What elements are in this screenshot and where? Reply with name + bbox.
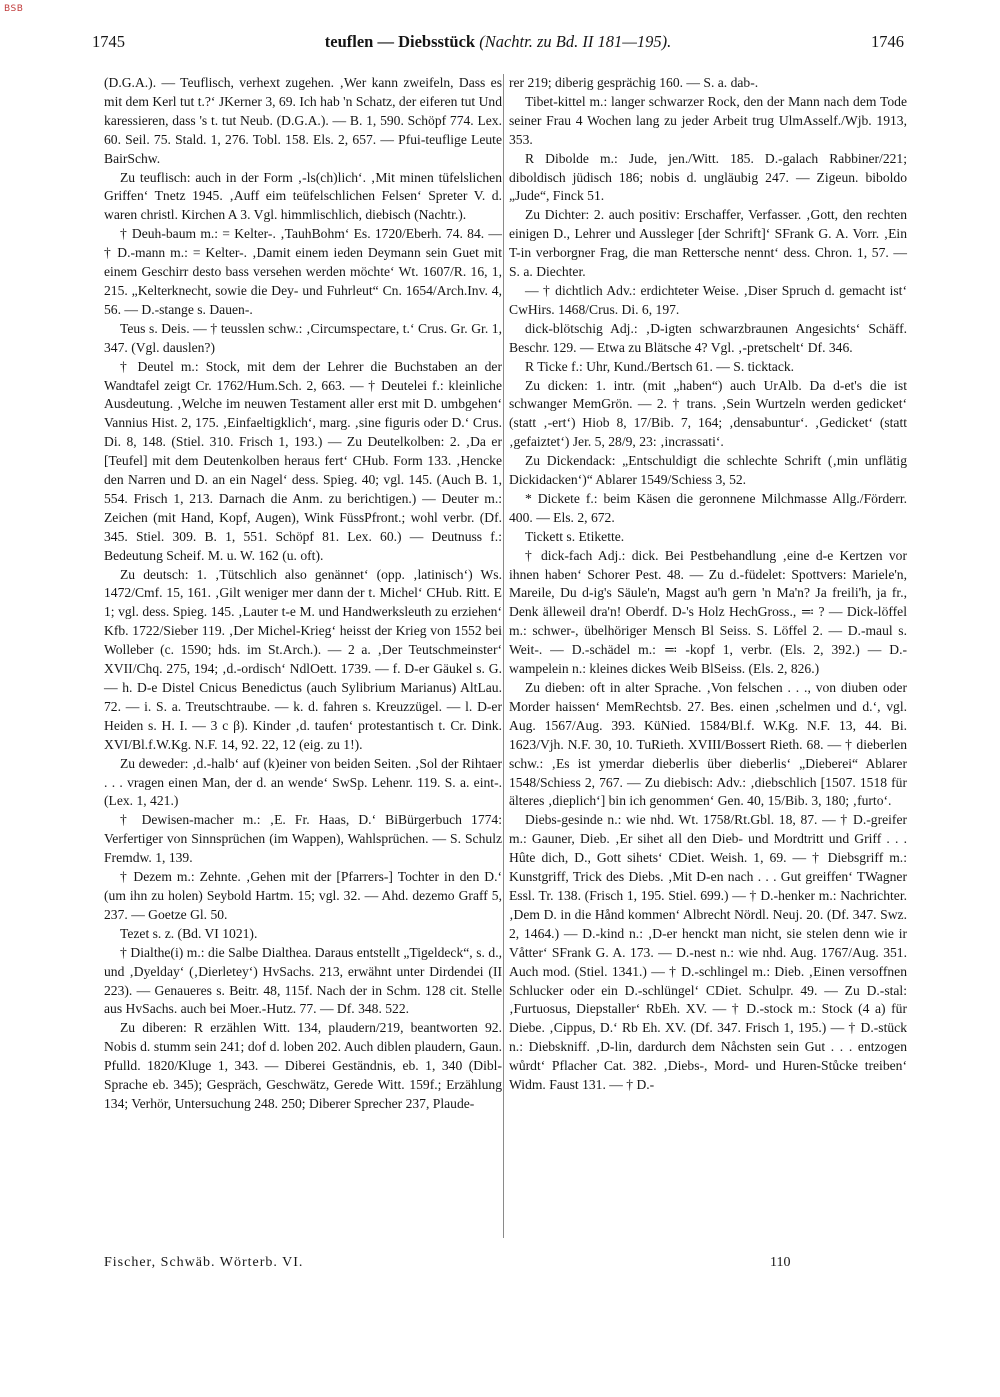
library-mark: BSB	[4, 4, 24, 14]
entry-paragraph: Zu deutsch: 1. ‚Tütschlich also genännet‘ (opp. ‚latinisch‘) Ws. 1472/Cmf. 15, 161. ‚Gilt weniger mer dann der t. Michel‘ CHub. Ritt. E 1; vgl. dess. Spieg. 145. ‚Lauter t-e M. und Handwerksleuth zu erziehen‘ Kfb. 1722/Sieber 119. ‚Der Michel-Krieg‘ heisst der Krieg von 1552 bei Wolleber (c. 1590; hds. im St.Arch.). — 2 a. ‚Der Teutschmeinster‘ XVII/Chq. 275, 194; ‚d.-ordisch‘ NdlOett. 1739. — f. D-er Gäukel s. G. — h. D-e Distel Cnicus Benedictus (auch Sylibrium Marianus) AltLau. 72. — i. S. a. Treutschtraube. — k. d. fahren s. Kreuzzügel. — l. D-er Heiden s. H. I. — 3 c β). Kinder ‚d. taufen‘ protestantisch t. Cr. Dink. XVI/Bl.f.W.Kg. N.F. 14, 92. 22, 12 (eig. zu 1!).	[104, 566, 502, 752]
entry-paragraph: dick-blötschig Adj.: ‚D-igten schwarzbraunen Angesichts‘ Schäff. Beschr. 129. — Etwa zu Blätsche 4? Vgl. ‚-pretschelt‘ Df. 346.	[509, 320, 907, 355]
entry-paragraph: Zu diberen: R erzählen Witt. 134, plaudern/219, beantworten 92. Nobis d. stumm sein 241; dof d. loben 202. Auch diblen plaudern, Gaun. Pfulld. 1820/Kluge 1, 343. — Diberei Geständnis, eb. 1, 340 (Dibl- Sprache eb. 345); Gespräch, Geschwätz, Gerede Witt. 159f.; Erzählung 134; Verhör, Untersuchung 248. 250; Diberer Sprecher 237, Plaude-	[104, 1020, 502, 1111]
entry-paragraph: Zu dieben: oft in alter Sprache. ‚Von felschen . . ., von diuben oder Morder haissen‘ MemRechtsb. 27. Bes. einen ‚schelmen und d.‘, vgl. Aug. 1567/Aug. 393. KüNied. 1584/Bl.f. W.Kg. N.F. 13, 44. Bi. 1623/Vjh. N.F. 30, 10. TuRieth. XVIII/Bossert Rieth. 68. — † dieberlen schw.: ‚Es ist ymerdar dieberlis über dieberlis‘ „Dieberei“ Ablarer 1548/Schiess 2, 767. — Zu diebisch: Adv.: ‚diebschlich [1507. 1518 für älteres ‚dieplich‘] bin ich genommen‘ Gen. 40, 15/Bib. 3, 180; ‚furto‘.	[509, 680, 907, 809]
page-number-right: 1746	[871, 32, 904, 51]
entry-paragraph: † Deutel m.: Stock, mit dem der Lehrer die Buchstaben an der Wandtafel zeigt Cr. 1762/Hum.Sch. 2, 663. — † Deutelei f.: kleinliche Ausdeutung. ‚Welche im neuwen Testament aller erst mit D. umbgehen‘ Vannius Hist. 2, 175. ‚Einfaeltigklich‘, marg. ‚sine figuris oder D.‘ Crus. Di. 8, 148. (Stiel. 310. Frisch 1, 193.) — Zu Deutelkolben: 2. ‚Da er [Teufel] mit dem Deutenkolben heraus fert‘ CHub. Form 133. ‚Hencke den Narren und D. an ein Nagel‘ dess. Spieg. 40; vgl. 145. (Auch B. 1, 554. Frisch 1, 213. Darnach die Anm. zu berichtigen.) — Deuter m.: Zeichen (mit Hand, Kopf, Augen), Wink FüssPfront.; wohl verbr. (Df. 345. Stiel. 309. B. 1, 551. Schöpf 81. Lex. 60.) — Deutnuss f.: Bedeutung Scheif. M. u. W. 162 (u. oft).	[104, 358, 502, 563]
page-footer	[104, 1255, 904, 1275]
entry-paragraph: * Dickete f.: beim Käsen die geronnene Milchmasse Allg./Förderr. 400. — Els. 2, 672.	[509, 490, 907, 525]
entry-paragraph: † Dezem m.: Zehnte. ‚Gehen mit der [Pfarrers-] Tochter in den D.‘ (um ihn zu holen) Seybold Hartm. 15; vgl. 32. — Ahd. dezemo Graff 5, 237. — Goetze Gl. 50.	[104, 869, 502, 922]
column-divider	[503, 74, 504, 1238]
running-head	[92, 32, 904, 52]
entry-paragraph: — † dichtlich Adv.: erdichteter Weise. ‚Diser Spruch d. gemacht ist‘ CwHirs. 1468/Crus. Di. 6, 197.	[509, 282, 907, 317]
entry-paragraph: Tickett s. Etikette.	[525, 528, 625, 544]
entry-paragraph: Zu dicken: 1. intr. (mit „haben“) auch UrAlb. Da d-et's die ist schwanger MemGrön. — 2. † trans. ‚Sein Wurtzeln werden gedicket‘ (statt ‚-ert‘) Hiob 8, 17/Bib. 7, 164; ‚densabuntur‘. ‚Gedicket‘ (statt ‚gefaiztet‘) Jer. 5, 28/9, 23: ‚incrassati‘.	[509, 377, 907, 450]
entry-paragraph: † Dialthe(i) m.: die Salbe Dialthea. Daraus entstellt „Tigeldeck“, s. d., und ‚Dyelday‘ (‚Dierletey‘) HvSachs. 213, erwähnt unter Dirdendei (II 223). — Genaueres s. Beitr. 48, 115f. Nach der in Schm. 128 cit. Stelle aus HvSachs. auch bei Moer.-Hutz. 77. — Df. 348. 522.	[104, 944, 502, 1017]
running-head-words: teuflen — Diebsstück	[324, 32, 476, 51]
entry-paragraph: (D.G.A.). — Teuflisch, verhext zugehen. ‚Wer kann zweifeln, Dass es mit dem Kerl tut t.?‘ JKerner 3, 69. Ich hab 'n Schatz, der eiferen tut Und karessieren, dass 's t. tut Neub. (D.G.A.). — B. 1, 590. Schöpf 774. Lex. 60. Seil. 75. Stald. 1, 276. Tobl. 158. Els. 2, 657. — Pfui-teuflige Leute BairSchw.	[104, 75, 502, 166]
page-header	[92, 32, 904, 56]
running-head-note: (Nachtr. zu Bd. II 181—195).	[479, 32, 672, 51]
entry-paragraph: † dick-fach Adj.: dick. Bei Pestbehandlung ‚eine d-e Kertzen vor ihnen haben‘ Schorer Pest. 48. — Zu d.-füdelet: Spottvers: Mariele'n, Mareile, Du d-ig's Säule'n, Magst au'h gern 'n Ma'n? Ja freili'h, ja fr., Denk älleweil dra'n! Oberdf. D-'s Holz HechGross., ≕ ? — Dick-löffel m.: schwer-, übelhöriger Mensch Bl Seiss. S. Löffel 2. — D.-maul s. Weit-. — D.-schädel m.: ≕ -kopf 1, verbr. (Els. 2, 392.) — D.-wampelein n.: kleines dickes Weib BlSeiss. (Els. 2, 826.)	[509, 547, 907, 677]
entry-paragraph: rer 219; diberig gesprächig 160. — S. a. dab-.	[509, 75, 759, 90]
entry-paragraph: † Dewisen-macher m.: ‚E. Fr. Haas, D.‘ BiBürgerbuch 1774: Verfertiger von Sinnsprüchen (im Wappen), Wahlsprüchen. — S. Schulz Fremdw. 1, 139.	[104, 812, 502, 866]
left-column	[104, 74, 502, 1114]
entry-paragraph: Zu Dickendack: „Entschuldigt die schlechte Schrift (‚min unflätig Dickidacken‘)“ Ablarer 1549/Schiess 3, 52.	[509, 453, 907, 488]
entry-paragraph: Zu deweder: ‚d.-halb‘ auf (k)einer von beiden Seiten. ‚Sol der Rihtaer . . . vragen einen Man, der d. an wende‘ SwSp. Lehenr. 119. S. a. eint-. (Lex. 1, 421.)	[104, 755, 502, 809]
right-column	[509, 74, 907, 1095]
entry-paragraph: † Deuh-baum m.: = Kelter-. ‚TauhBohm‘ Es. 1720/Eberh. 74. 84. — † D.-mann m.: = Kelter-. ‚Damit einem ieden Deymann sein Guet mit einem Geschirr desto bass versehen werden möchte‘ Wt. 1607/R. 16, 1, 215. „Kelterknecht, sowie die Dey- und Fuhrleut“ Cn. 1654/Arch.Inv. 4, 56. — D.-stange s. Dauen-.	[104, 226, 502, 317]
entry-paragraph: Teus s. Deis. — † teusslen schw.: ‚Circumspectare, t.‘ Crus. Gr. Gr. 1, 347. (Vgl. dauslen?)	[104, 320, 502, 355]
entry-paragraph: Zu teuflisch: auch in der Form ‚-ls(ch)lich‘. ‚Mit minen tüfelslichen Griffen‘ Tnetz 1945. ‚Auff eim teüfelschlichen Felsen‘ Spreter V. d. waren christl. Kirchen A 3. Vgl. himmlischlich, diebisch (Nachtr.).	[104, 169, 502, 223]
entry-paragraph: Tibet-kittel m.: langer schwarzer Rock, den der Mann nach dem Tode seiner Frau 4 Wochen lang zu jeder Arbeit trug UlmAsself./Wjb. 1913, 353.	[509, 93, 907, 147]
page-number-left: 1745	[92, 32, 125, 51]
sheet-number: 110	[770, 1255, 791, 1270]
entry-paragraph: R Ticke f.: Uhr, Kund./Bertsch 61. — S. ticktack.	[525, 358, 795, 374]
footer-signature: Fischer, Schwäb. Wörterb. VI.	[104, 1255, 304, 1270]
entry-paragraph: Zu Dichter: 2. auch positiv: Erschaffer, Verfasser. ‚Gott, den rechten einigen D., Lehrer und Aussleger [der Schrift]‘ SFrank G. A. Vorr. ‚Ein T-in verborgner Frag, die man Rettersche nennt‘ dess. Chron. 1, 57. — S. a. Diechter.	[509, 207, 907, 280]
entry-paragraph: Tezet s. z. (Bd. VI 1021).	[120, 925, 258, 941]
entry-paragraph: Diebs-gesinde n.: wie nhd. Wt. 1758/Rt.Gbl. 18, 87. — † D.-greifer m.: Gauner, Dieb. ‚Er sihet all den Dieb- und Mordtritt und Griff . . . Hûte dich, D., Gott sihets‘ CDiet. Weish. 1, 69. — † Diebsgriff m.: Kunstgriff, Trick des Diebs. ‚Mit D-en nach . . . Gut greiffen‘ TWagner Essl. Tr. 138. (Frisch 1, 195. Stiel. 699.) — † D.-henker m.: Nachrichter. ‚Dem D. in die Hånd kommen‘ Albrecht Nördl. Neuj. 20. (Df. 347. Swz. 2, 1464.) — D.-kind n.: ‚D-er henckt man nicht, sie stelen denn wie ir Våtter‘ SFrank G. A. 173. — D.-nest n.: wie nhd. Aug. 1767/Aug. 351. Auch mod. (Stiel. 1341.) — † D.-schlingel m.: Dieb. ‚Einen versoffnen Schlucker oder ein D.-schlüngel‘ CDiet. Schulpr. 49. — Zu D.-stal: ‚Furtuosus, Diepstaller‘ RbEh. XV. — † D.-stock m.: Stock (4 a) für Diebe. ‚Cippus, D.‘ Rb Eh. XV. (Df. 347. Frisch 1, 195.) — † D.-stück n.: Diebskniff. ‚D-lin, dardurch dem Nåchsten sein Gut . . . entzogen wůrdt‘ Pflacher Cat. 382. ‚Diebs-, Mord- und Huren-Stůcke treiben‘ Widm. Faust 131. — † D.-	[509, 812, 907, 1093]
entry-paragraph: R Dibolde m.: Jude, jen./Witt. 185. D.-galach Rabbiner/221; diboldisch jüdisch 186; nobis d. ungläubig 247. — Zigeun. biboldo „Jude“, Finck 51.	[509, 150, 907, 204]
